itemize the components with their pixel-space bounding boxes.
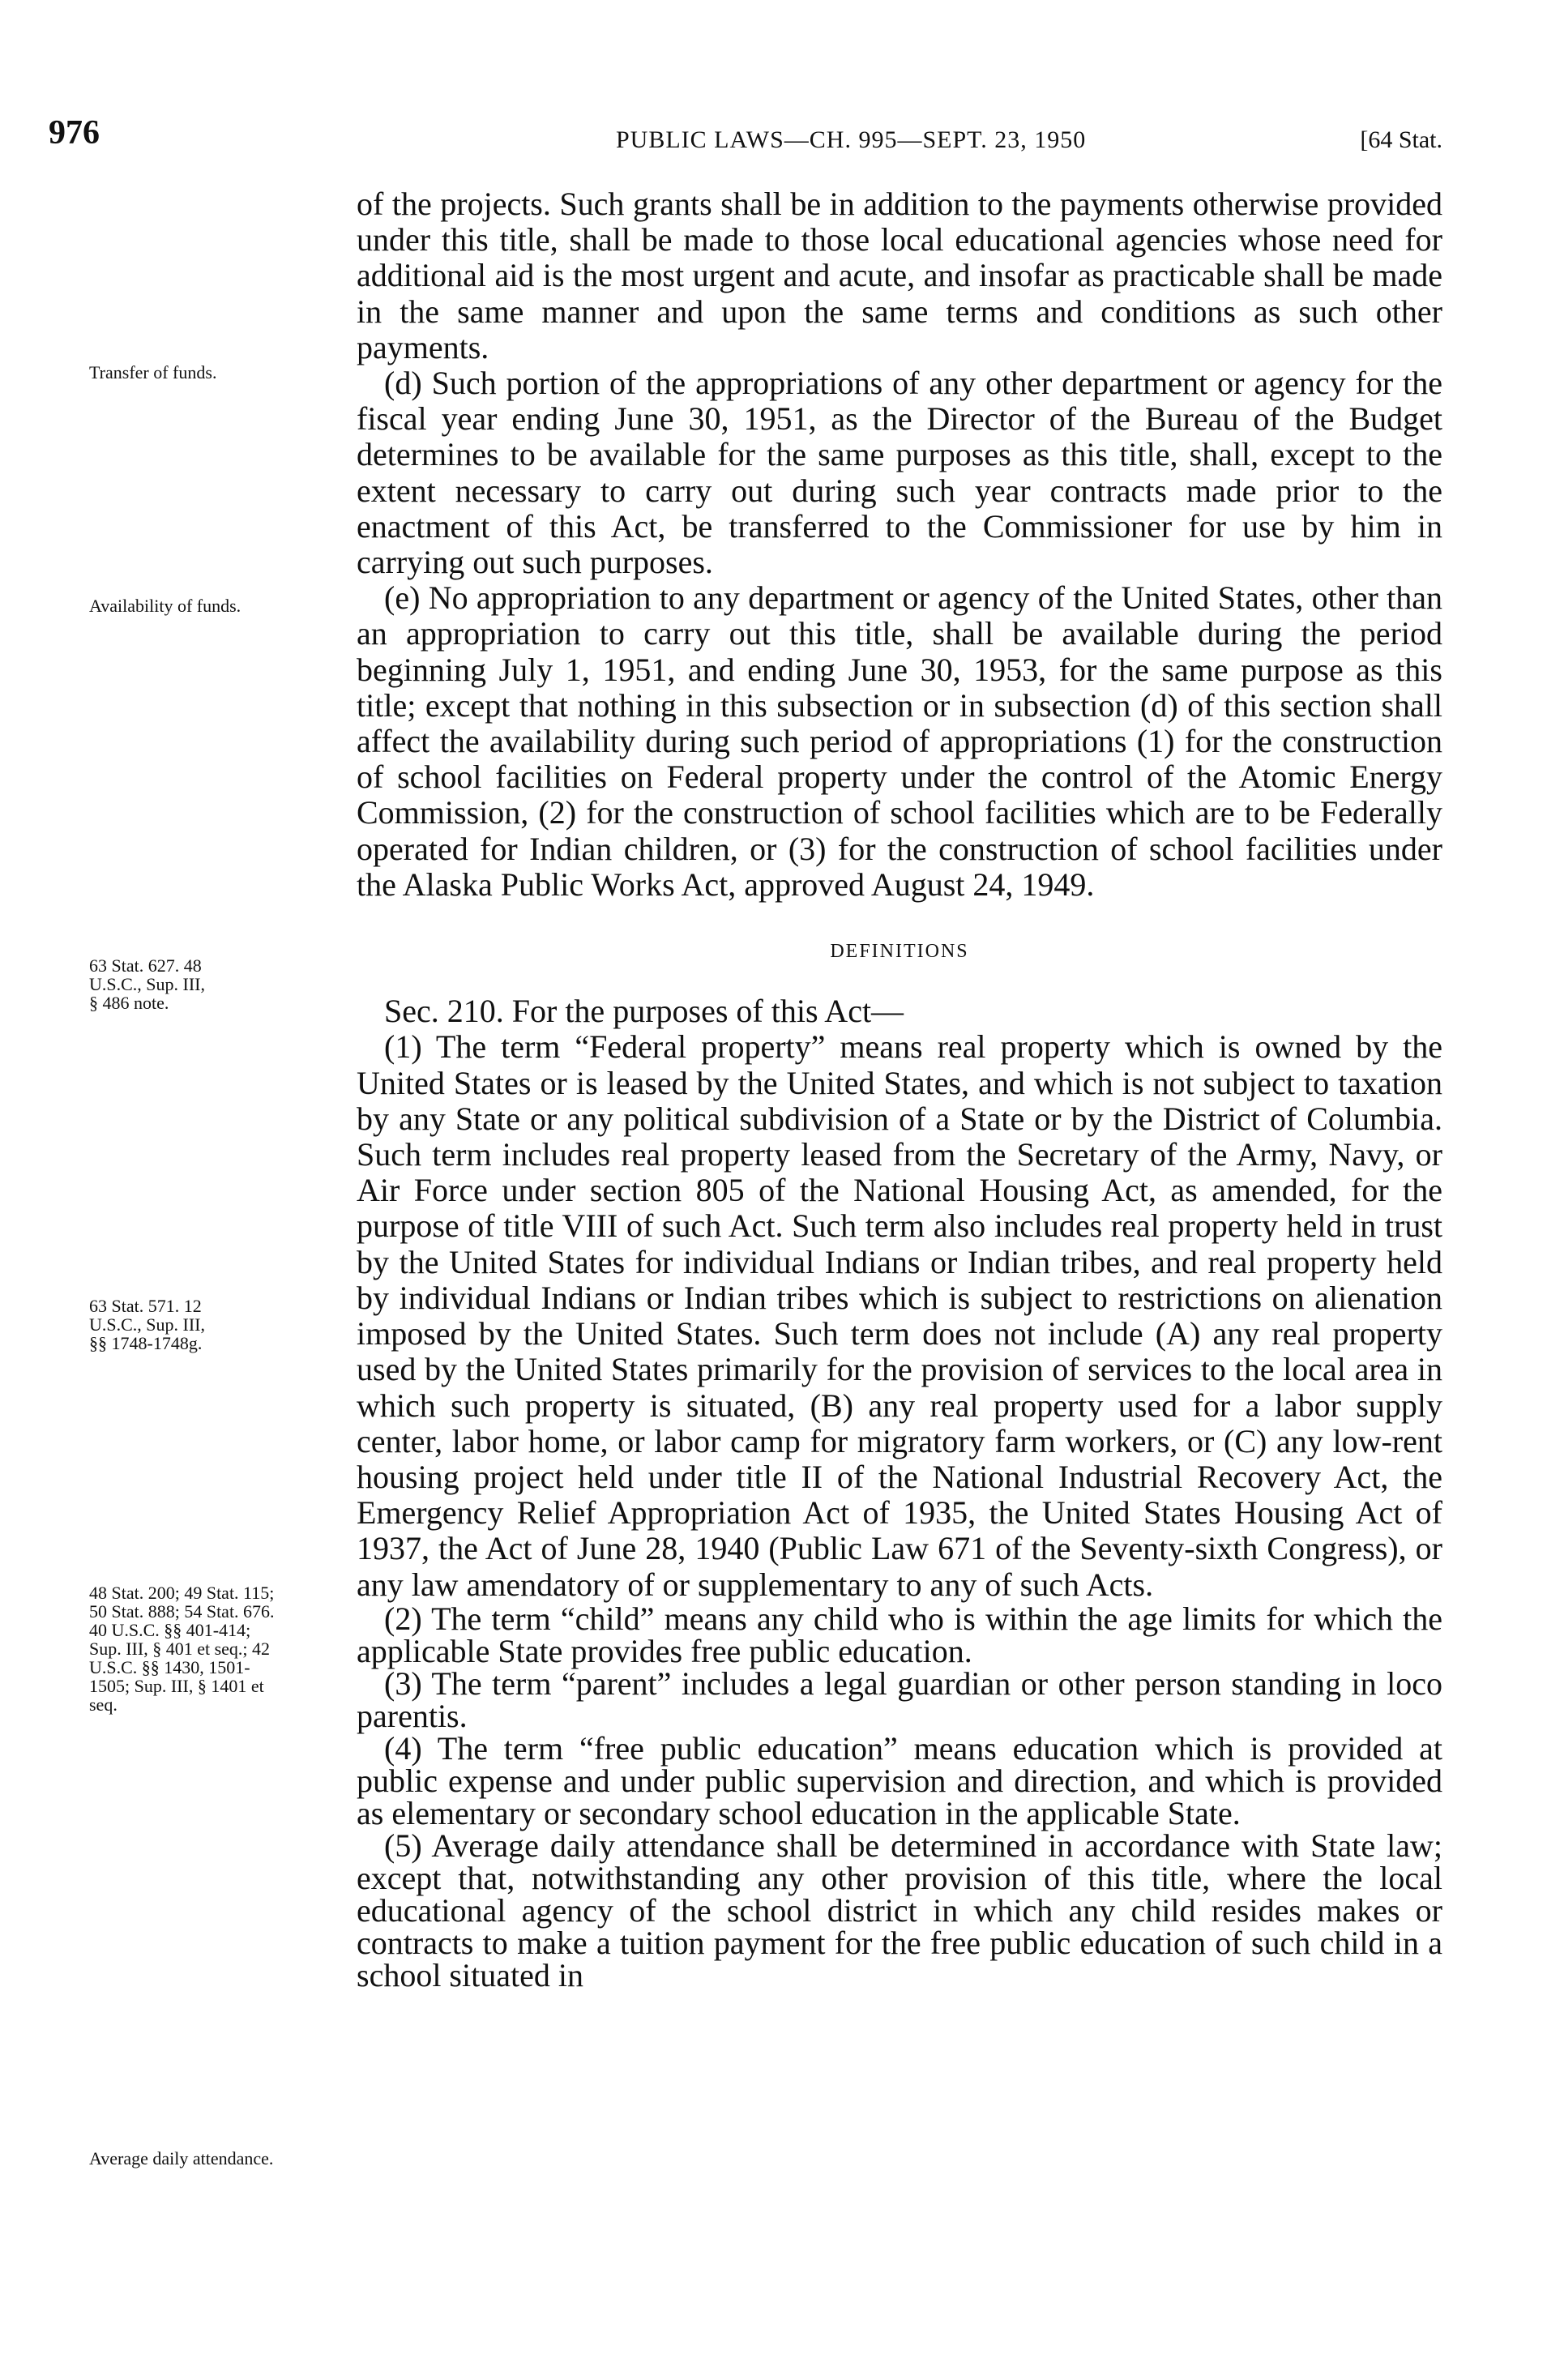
- volume-reference: [64 Stat.: [1360, 126, 1442, 153]
- paragraph-d: (d) Such portion of the appropriations of any other department or agency for the fiscal year ending June 30, 1951, as the Director of the Bureau of the Budget determines to be available for the same purposes as this title, shall, except to the extent necessary to carry out during such year contracts made prior to the enactment of this Act, be transferred to the Commissioner for use by him in carrying out such purposes.: [357, 365, 1442, 581]
- section-heading: DEFINITIONS: [830, 941, 969, 963]
- definition-2: (2) The term “child” means any child who is within the age limits for which the applicable State provides free public education.: [357, 1600, 1442, 1669]
- margin-note-average-daily-attendance: Average daily attendance.: [89, 2148, 274, 2168]
- definition-1: (1) The term “Federal property” means real property which is owned by the United States or is leased by the United States, and which is not subject to taxation by any State or any political subdivision of a State or by the District of Columbia. Such term includes real property leased from the Secretary of the Army, Navy, or Air Force under section 805 of the National Housing Act, as amended, for the purpose of title VIII of such Act. Such term also includes real property held in trust by the United States for individual Indians or Indian tribes, and real property held by individual Indians or Indian tribes which is subject to restrictions on alienation imposed by the United States. Such term does not include (A) any real property used by the United States primarily for the provision of services to the local area in which such property is situated, (B) any real property used for a labor supply center, labor home, or labor camp for migratory farm workers, or (C) any low-rent housing project held under title II of the National Industrial Recovery Act, the Emergency Relief Appropriation Act of 1935, the United States Housing Act of 1937, the Act of June 28, 1940 (Public Law 671 of the Seventy-sixth Congress), or any law amendatory of or supplementary to any of such Acts.: [357, 1028, 1442, 1603]
- page-number: 976: [49, 114, 100, 152]
- paragraph-e: (e) No appropriation to any department or agency of the United States, other than an appropriation to carry out this title, shall be available during the period beginning July 1, 1951, and ending June 30, 1953, for the same purpose as this title; except that nothing in this subsection or in subsection (d) of this section shall affect the availability during such period of appropriations (1) for the construction of school facilities on Federal property under the control of the Atomic Energy Commission, (2) for the construction of school facilities which are to be Federally operated for Indian children, or (3) for the construction of school facilities under the Alaska Public Works Act, approved August 24, 1949.: [357, 579, 1442, 903]
- definition-5: (5) Average daily attendance shall be determined in accordance with State law; except that, notwithstanding any other provision of this title, where the local educational agency of the school district in which any child resides makes or contracts to make a tuition payment for the free public education of such child in a school situated in: [357, 1827, 1442, 1993]
- margin-note-citation-2: 63 Stat. 571. 12 U.S.C., Sup. III, §§ 1748-1748g.: [89, 1296, 206, 1353]
- margin-note-availability-of-funds: Availability of funds.: [89, 596, 241, 616]
- page-header: [49, 113, 1442, 162]
- running-head: PUBLIC LAWS—CH. 995—SEPT. 23, 1950: [616, 126, 1087, 153]
- definition-3: (3) The term “parent” includes a legal guardian or other person standing in loco parentis.: [357, 1664, 1442, 1734]
- margin-note-citation-1: 63 Stat. 627. 48 U.S.C., Sup. III, § 486 note.: [89, 955, 206, 1013]
- body-text: [357, 186, 1442, 1992]
- margin-note-transfer-of-funds: Transfer of funds.: [89, 362, 217, 382]
- definition-4: (4) The term “free public education” means education which is provided at public expense and under public supervision and direction, and which is provided as elementary or secondary school education in the applicable State.: [357, 1729, 1442, 1831]
- margin-note-citation-3: 48 Stat. 200; 49 Stat. 115; 50 Stat. 888; 54 Stat. 676. 40 U.S.C. §§ 401-414; Sup. III, § 401 et seq.; 42 U.S.C. §§ 1430, 1501-1505; Sup. III, § 1401 et seq.: [89, 1583, 275, 1715]
- paragraph-grants: of the projects. Such grants shall be in addition to the payments otherwise provided under this title, shall be made to those local educational agencies whose need for additional aid is the most urgent and acute, and insofar as practicable shall be made in the same manner and upon the same terms and conditions as such other payments.: [357, 186, 1442, 365]
- section-210-intro: Sec. 210. For the purposes of this Act—: [384, 993, 904, 1030]
